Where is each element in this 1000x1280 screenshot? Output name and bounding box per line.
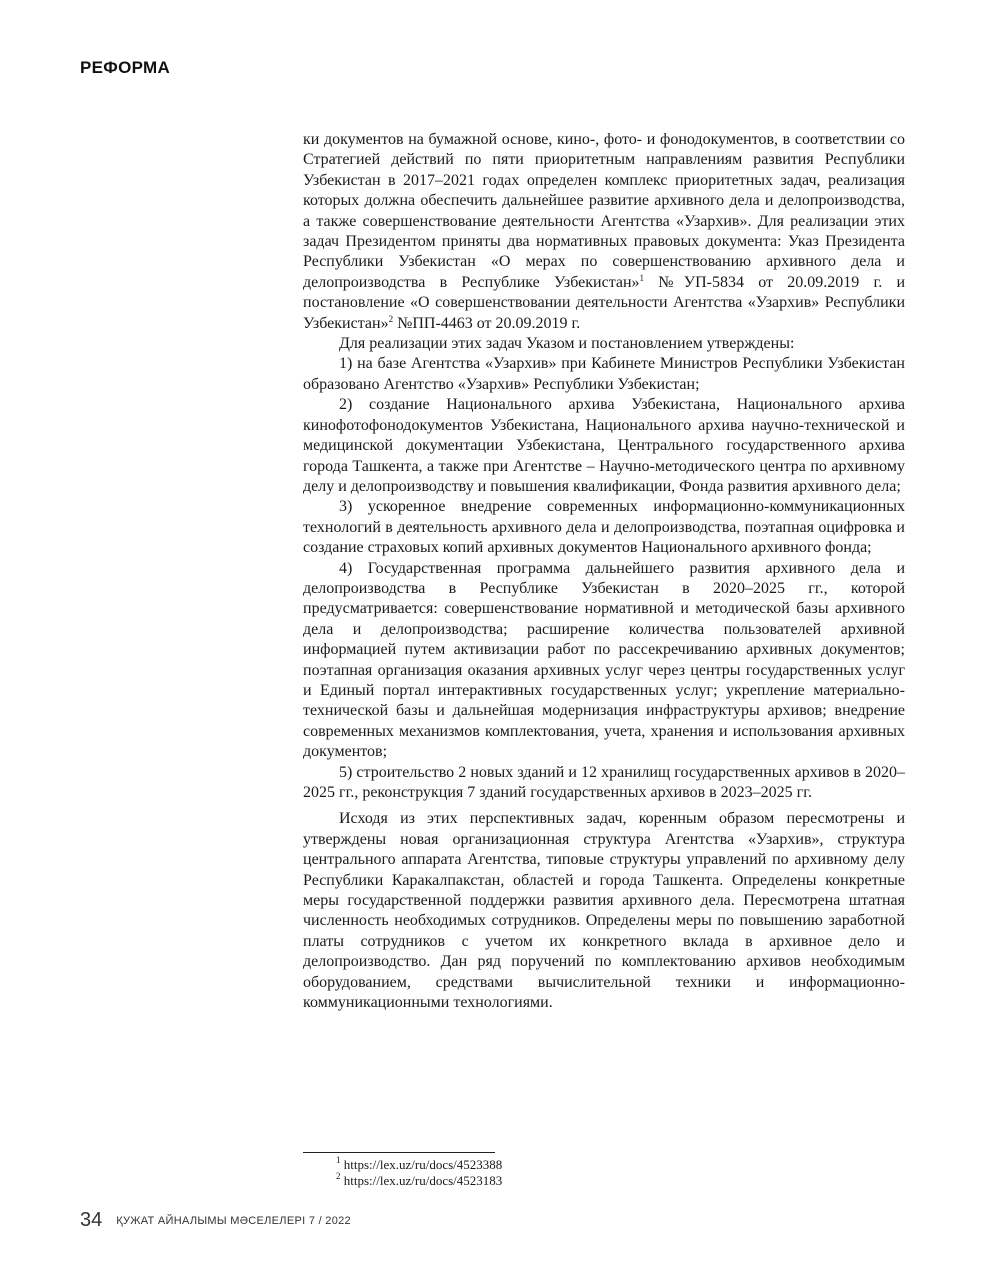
- footnote-2-number: 2: [336, 1171, 341, 1181]
- paragraph-intro-part-c: №ПП-4463 от 20.09.2019 г.: [393, 314, 581, 332]
- journal-name: ҚУЖАТ АЙНАЛЫМЫ МӘСЕЛЕЛЕРІ 7 / 2022: [116, 1214, 351, 1227]
- footnote-divider: [303, 1152, 495, 1153]
- footnote-ref-1: 1: [639, 272, 645, 283]
- footnote-2-link[interactable]: https://lex.uz/ru/docs/4523183: [343, 1173, 503, 1188]
- list-item-1: 1) на базе Агентства «Узархив» при Кабинете Министров Республики Узбекистан образовано Агентство «Узархив» Республики Узбекистан;: [303, 355, 905, 393]
- article-body: [303, 130, 905, 1013]
- page-footer: [80, 1209, 351, 1232]
- page-number: 34: [80, 1209, 103, 1231]
- footnote-1: [336, 1157, 502, 1173]
- footnote-2: [336, 1173, 502, 1189]
- paragraph-intro-part-b: №УП-5834 от 20.09.2019 г. и постановление «О совершенствовании деятельности Агентства «Узархив» Республики Узбекистан»: [303, 273, 906, 332]
- footnote-ref-2: 2: [388, 313, 394, 324]
- footnotes: [336, 1157, 502, 1189]
- paragraph-intro: [303, 130, 905, 334]
- footnote-1-link[interactable]: https://lex.uz/ru/docs/4523388: [343, 1157, 503, 1172]
- list-item-4: 4) Государственная программа дальнейшего развития архивного дела и делопроизводства в Республике Узбекистан в 2020–2025 гг., которой предусматривается: совершенствование нормативной и методической базы архивного дела и делопроизводства; расширение количества пользователей архивной информацией путем активизации работ по рассекречиванию архивных документов; поэтапная организация оказания архивных услуг через центры государственных услуг и Единый портал интерактивных государственных услуг; укрепление материально-технической базы и дальнейшая модернизация инфраструктуры архивов; внедрение современных механизмов комплектования, учета, хранения и использования архивных документов;: [303, 559, 905, 761]
- paragraph-intro-part-a: ки документов на бумажной основе, кино-, фото- и фонодокументов, в соответствии со Стратегией действий по пяти приоритетным направлениям развития Республики Узбекистан в 2017–2021 годах определен комплекс приоритетных задач, реализация которых должна обеспечить дальнейшее развитие архивного дела и делопроизводства, а также совершенствование деятельности Агентства «Узархив». Для реализации этих задач Президентом приняты два нормативных правовых документа: Указ Президента Республики Узбекистан «О мерах по совершенствованию архивного дела и делопроизводства в Республике Узбекистан»: [303, 131, 905, 291]
- section-title: РЕФОРМА: [80, 58, 171, 77]
- footnote-1-number: 1: [336, 1155, 341, 1165]
- paragraph-approved-lead: Для реализации этих задач Указом и постановлением утверждены:: [339, 335, 795, 353]
- paragraph-conclusion: Исходя из этих перспективных задач, коренным образом пересмотрены и утверждены новая организационная структура Агентства «Узархив», структура центрального аппарата Агентства, типовые структуры управлений по архивному делу Республики Каракалпакстан, областей и города Ташкента. Определены конкретные меры государственной поддержки развития архивного дела. Пересмотрена штатная численность необходимых сотрудников. Определены меры по повышению заработной платы сотрудников с учетом их конкретного вклада в архивное дело и делопроизводство. Дан ряд поручений по комплектованию архивов необходимым оборудованием, средствами вычислительной техники и информационно-коммуникационными технологиями.: [303, 810, 905, 1012]
- list-item-5: 5) строительство 2 новых зданий и 12 хранилищ государственных архивов в 2020–2025 гг., реконструкция 7 зданий государственных архивов в 2023–2025 гг.: [303, 763, 905, 801]
- list-item-3: 3) ускоренное внедрение современных информационно-коммуникационных технологий в деятельность архивного дела и делопроизводства, поэтапная оцифровка и создание страховых копий архивных документов Национального архивного фонда;: [303, 498, 905, 557]
- list-item-2: 2) создание Национального архива Узбекистана, Национального архива кинофотофонодокументов Узбекистана, Национального архива научно-технической и медицинской документации Узбекистана, Центрального государственного архива города Ташкента, а также при Агентстве – Научно-методического центра по архивному делу и делопроизводству и повышения квалификации, Фонда развития архивного дела;: [303, 396, 905, 495]
